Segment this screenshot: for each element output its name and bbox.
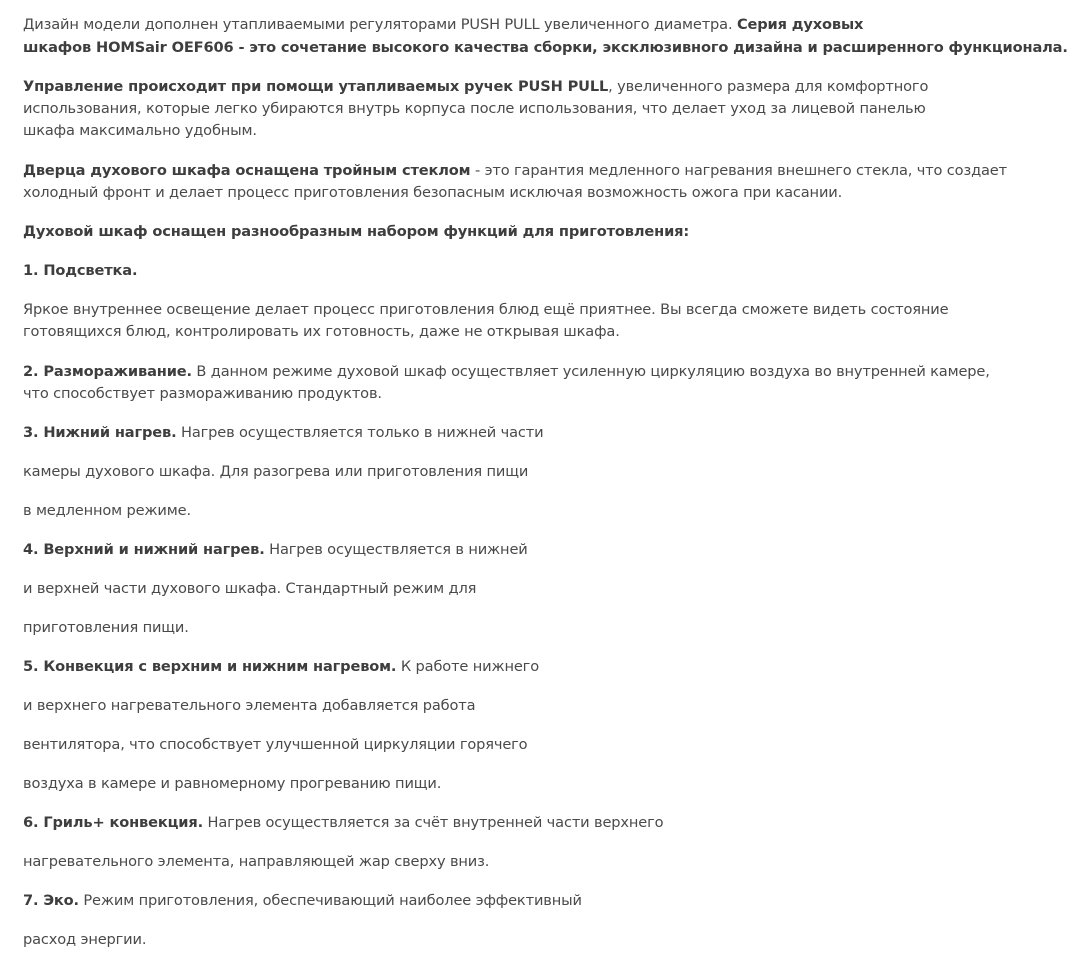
intro-text: Дизайн модели дополнен утапливаемыми регуляторами PUSH PULL увеличенного диаметра. [23, 16, 737, 33]
function-4-text-2: и верхней части духового шкафа. Стандартный режим для [23, 580, 477, 597]
function-4-line-1 [23, 539, 528, 562]
function-3-line-3 [23, 500, 191, 523]
function-2-line-2 [23, 383, 382, 406]
function-2-title: 2. Размораживание. [23, 363, 192, 380]
controls-text-2: использования, которые легко убираются внутрь корпуса после использования, что делает уход за лицевой панелью [23, 100, 926, 117]
function-5-text-3: вентилятора, что способствует улучшенной циркуляции горячего [23, 736, 528, 753]
function-1-text-1: Яркое внутреннее освещение делает процесс приготовления блюд ещё приятнее. Вы всегда сможете видеть состояние [23, 301, 949, 318]
function-6-text-2: нагревательного элемента, направляющей жар сверху вниз. [23, 853, 490, 870]
intro-bold-1: Серия духовых [736, 16, 864, 33]
function-5-text-4: воздуха в камере и равномерному прогреванию пищи. [23, 775, 442, 792]
function-2-text-2: что способствует размораживанию продуктов. [23, 385, 382, 402]
intro-line-1 [23, 14, 863, 37]
function-6-line-2 [23, 851, 489, 874]
function-6-title: 6. Гриль+ конвекция. [23, 814, 203, 831]
function-3-line-2 [23, 461, 528, 484]
controls-bold: Управление происходит при помощи утапливаемых ручек PUSH PULL [23, 78, 609, 95]
function-5-line-4 [23, 773, 441, 796]
function-6-text-1: Нагрев осуществляется за счёт внутренней части верхнего [203, 814, 664, 831]
function-3-title: 3. Нижний нагрев. [23, 424, 177, 441]
intro-line-2 [23, 37, 1068, 60]
function-5-line-3 [23, 734, 527, 757]
function-5-text-2: и верхнего нагревательного элемента добавляется работа [23, 697, 476, 714]
controls-text-1: , увеличенного размера для комфортного [608, 78, 929, 95]
function-4-line-3 [23, 617, 189, 640]
controls-line-1 [23, 76, 928, 99]
function-7-line-1 [23, 890, 582, 913]
function-2-text-1: В данном режиме духовой шкаф осуществляет усиленную циркуляцию воздуха во внутренней камере, [191, 363, 990, 380]
function-3-text-2: камеры духового шкафа. Для разогрева или приготовления пищи [23, 463, 529, 480]
door-line-1 [23, 160, 1007, 183]
function-1-text-2: готовящихся блюд, контролировать их готовность, даже не открывая шкафа. [23, 323, 620, 340]
function-7-line-2 [23, 929, 146, 952]
intro-bold-2: шкафов HOMSair OEF606 - это сочетание высокого качества сборки, эксклюзивного дизайна и расширенного функционала. [23, 39, 1068, 56]
function-7-text-2: расход энергии. [23, 931, 147, 948]
controls-line-3 [23, 120, 257, 143]
function-4-text-1: Нагрев осуществляется в нижней [264, 541, 528, 558]
function-3-text-1: Нагрев осуществляется только в нижней части [176, 424, 544, 441]
function-5-line-1 [23, 656, 539, 679]
function-5-title: 5. Конвекция с верхним и нижним нагревом. [23, 658, 397, 675]
door-bold: Дверца духового шкафа оснащена тройным стеклом [23, 162, 471, 179]
function-7-title: 7. Эко. [23, 892, 79, 909]
function-3-line-1 [23, 422, 543, 445]
door-text-1: - это гарантия медленного нагревания внешнего стекла, что создает [470, 162, 1007, 179]
function-5-line-2 [23, 695, 475, 718]
door-line-2 [23, 182, 842, 205]
function-1-line-2 [23, 321, 620, 344]
function-2-line-1 [23, 361, 990, 384]
controls-text-3: шкафа максимально удобным. [23, 122, 257, 139]
function-5-text-1: К работе нижнего [396, 658, 539, 675]
functions-heading-text: Духовой шкаф оснащен разнообразным набором функций для приготовления: [23, 223, 690, 240]
functions-heading [23, 221, 689, 244]
function-4-title: 4. Верхний и нижний нагрев. [23, 541, 265, 558]
function-6-line-1 [23, 812, 663, 835]
function-4-text-3: приготовления пищи. [23, 619, 189, 636]
function-1-title-text: 1. Подсветка. [23, 262, 138, 279]
function-7-text-1: Режим приготовления, обеспечивающий наиболее эффективный [78, 892, 582, 909]
door-text-2: холодный фронт и делает процесс приготовления безопасным исключая возможность ожога при касании. [23, 184, 843, 201]
function-1-line-1 [23, 299, 948, 322]
function-1-title [23, 260, 137, 283]
function-3-text-3: в медленном режиме. [23, 502, 191, 519]
controls-line-2 [23, 98, 926, 121]
function-4-line-2 [23, 578, 476, 601]
